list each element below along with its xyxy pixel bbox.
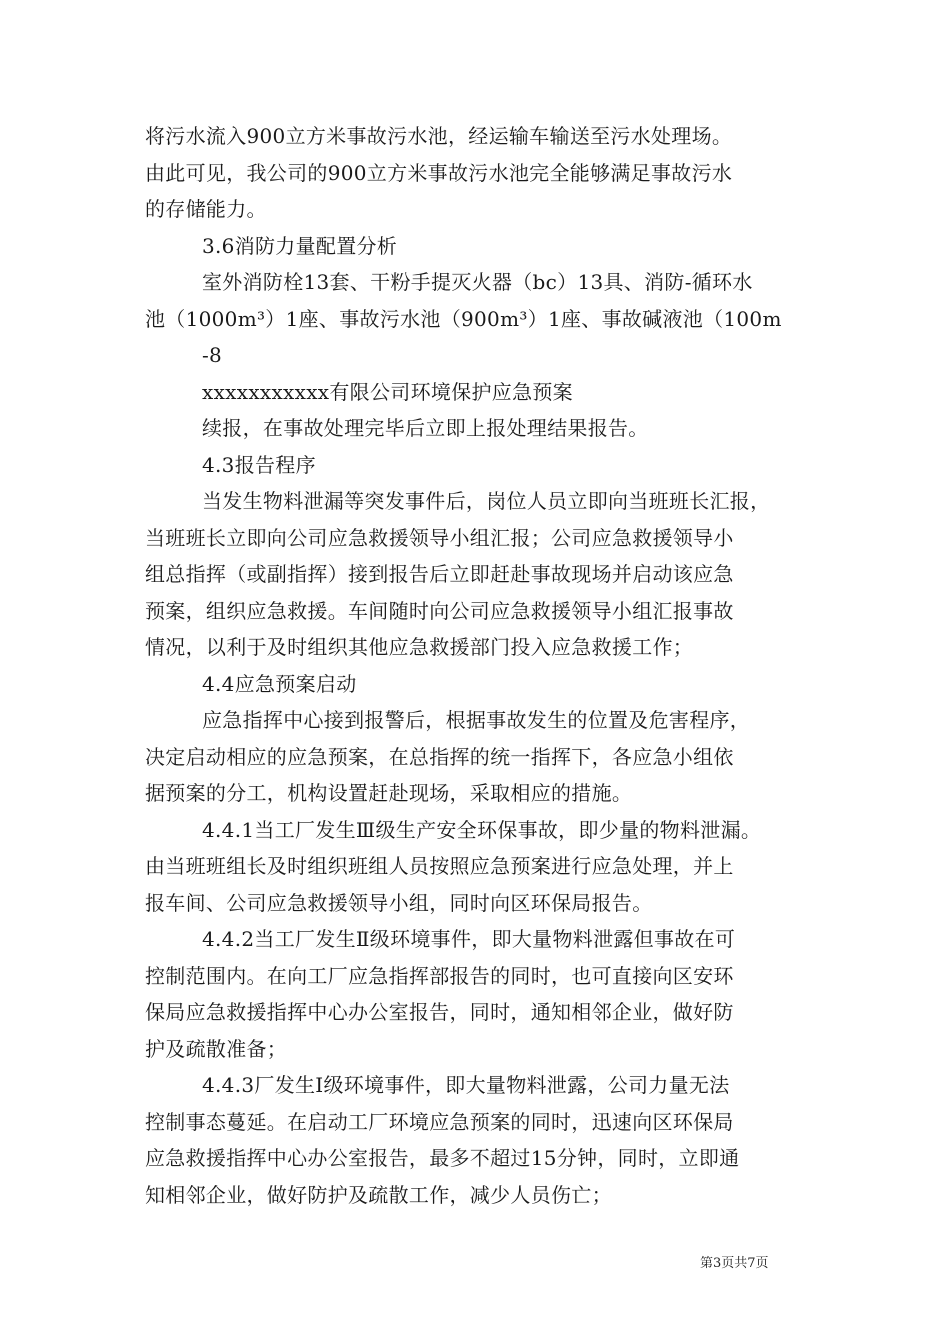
text-line: 的存储能力。 <box>145 197 267 221</box>
text-line: 知相邻企业，做好防护及疏散工作，减少人员伤亡； <box>145 1182 612 1207</box>
text-line: 当发生物料泄漏等突发事件后，岗位人员立即向当班班长汇报， <box>202 489 771 513</box>
text-line: 由当班班组长及时组织班组人员按照应急预案进行应急处理，并上 <box>145 854 734 878</box>
text-line: 应急救援指挥中心办公室报告，最多不超过15分钟，同时，立即通 <box>145 1146 740 1170</box>
text-line: 当班班长立即向公司应急救援领导小组汇报；公司应急救援领导小 <box>145 525 734 550</box>
text-line: 4.4.2当工厂发生Ⅱ级环境事件，即大量物料泄露但事故在可 <box>202 927 736 951</box>
text-line: 预案，组织应急救援。车间随时向公司应急救援领导小组汇报事故 <box>145 598 734 623</box>
text-line: 据预案的分工，机构设置赶赴现场，采取相应的措施。 <box>145 781 633 805</box>
text-line: 池（1000m³）1座、事故污水池（900m³）1座、事故碱液池（100m <box>145 306 782 331</box>
text-line: 室外消防栓13套、干粉手提灭火器（bc）13具、消防-循环水 <box>202 270 753 294</box>
text-line: 控制事态蔓延。在启动工厂环境应急预案的同时，迅速向区环保局 <box>145 1109 734 1134</box>
text-line: xxxxxxxxxxx有限公司环境保护应急预案 <box>202 379 573 404</box>
text-line: 由此可见，我公司的900立方米事故污水池完全能够满足事故污水 <box>145 160 733 185</box>
text-line: 情况，以利于及时组织其他应急救援部门投入应急救援工作； <box>145 635 694 659</box>
text-line: 3.6消防力量配置分析 <box>202 233 398 258</box>
text-line: 报车间、公司应急救援领导小组，同时向区环保局报告。 <box>145 890 653 915</box>
text-line: 4.4.3厂发生Ⅰ级环境事件，即大量物料泄露，公司力量无法 <box>202 1073 730 1097</box>
text-line: 保局应急救援指挥中心办公室报告，同时，通知相邻企业，做好防 <box>145 1000 734 1024</box>
page-number: 第3页共7页 <box>700 1256 769 1271</box>
text-line: 将污水流入900立方米事故污水池，经运输车输送至污水处理场。 <box>145 124 733 148</box>
text-line: 护及疏散准备； <box>145 1036 288 1061</box>
text-line: 组总指挥（或副指挥）接到报告后立即赶赴事故现场并启动该应急 <box>145 562 734 586</box>
text-line: 4.4.1当工厂发生Ⅲ级生产安全环保事故，即少量的物料泄漏。 <box>202 817 762 842</box>
text-line: -8 <box>202 343 223 367</box>
text-line: 续报，在事故处理完毕后立即上报处理结果报告。 <box>202 416 649 440</box>
document-body <box>145 118 813 1213</box>
text-line: 决定启动相应的应急预案，在总指挥的统一指挥下，各应急小组依 <box>145 744 734 769</box>
text-line: 4.4应急预案启动 <box>202 671 357 696</box>
text-line: 应急指挥中心接到报警后，根据事故发生的位置及危害程序， <box>202 708 751 732</box>
text-line: 控制范围内。在向工厂应急指挥部报告的同时，也可直接向区安环 <box>145 963 734 988</box>
text-line: 4.3报告程序 <box>202 452 316 477</box>
